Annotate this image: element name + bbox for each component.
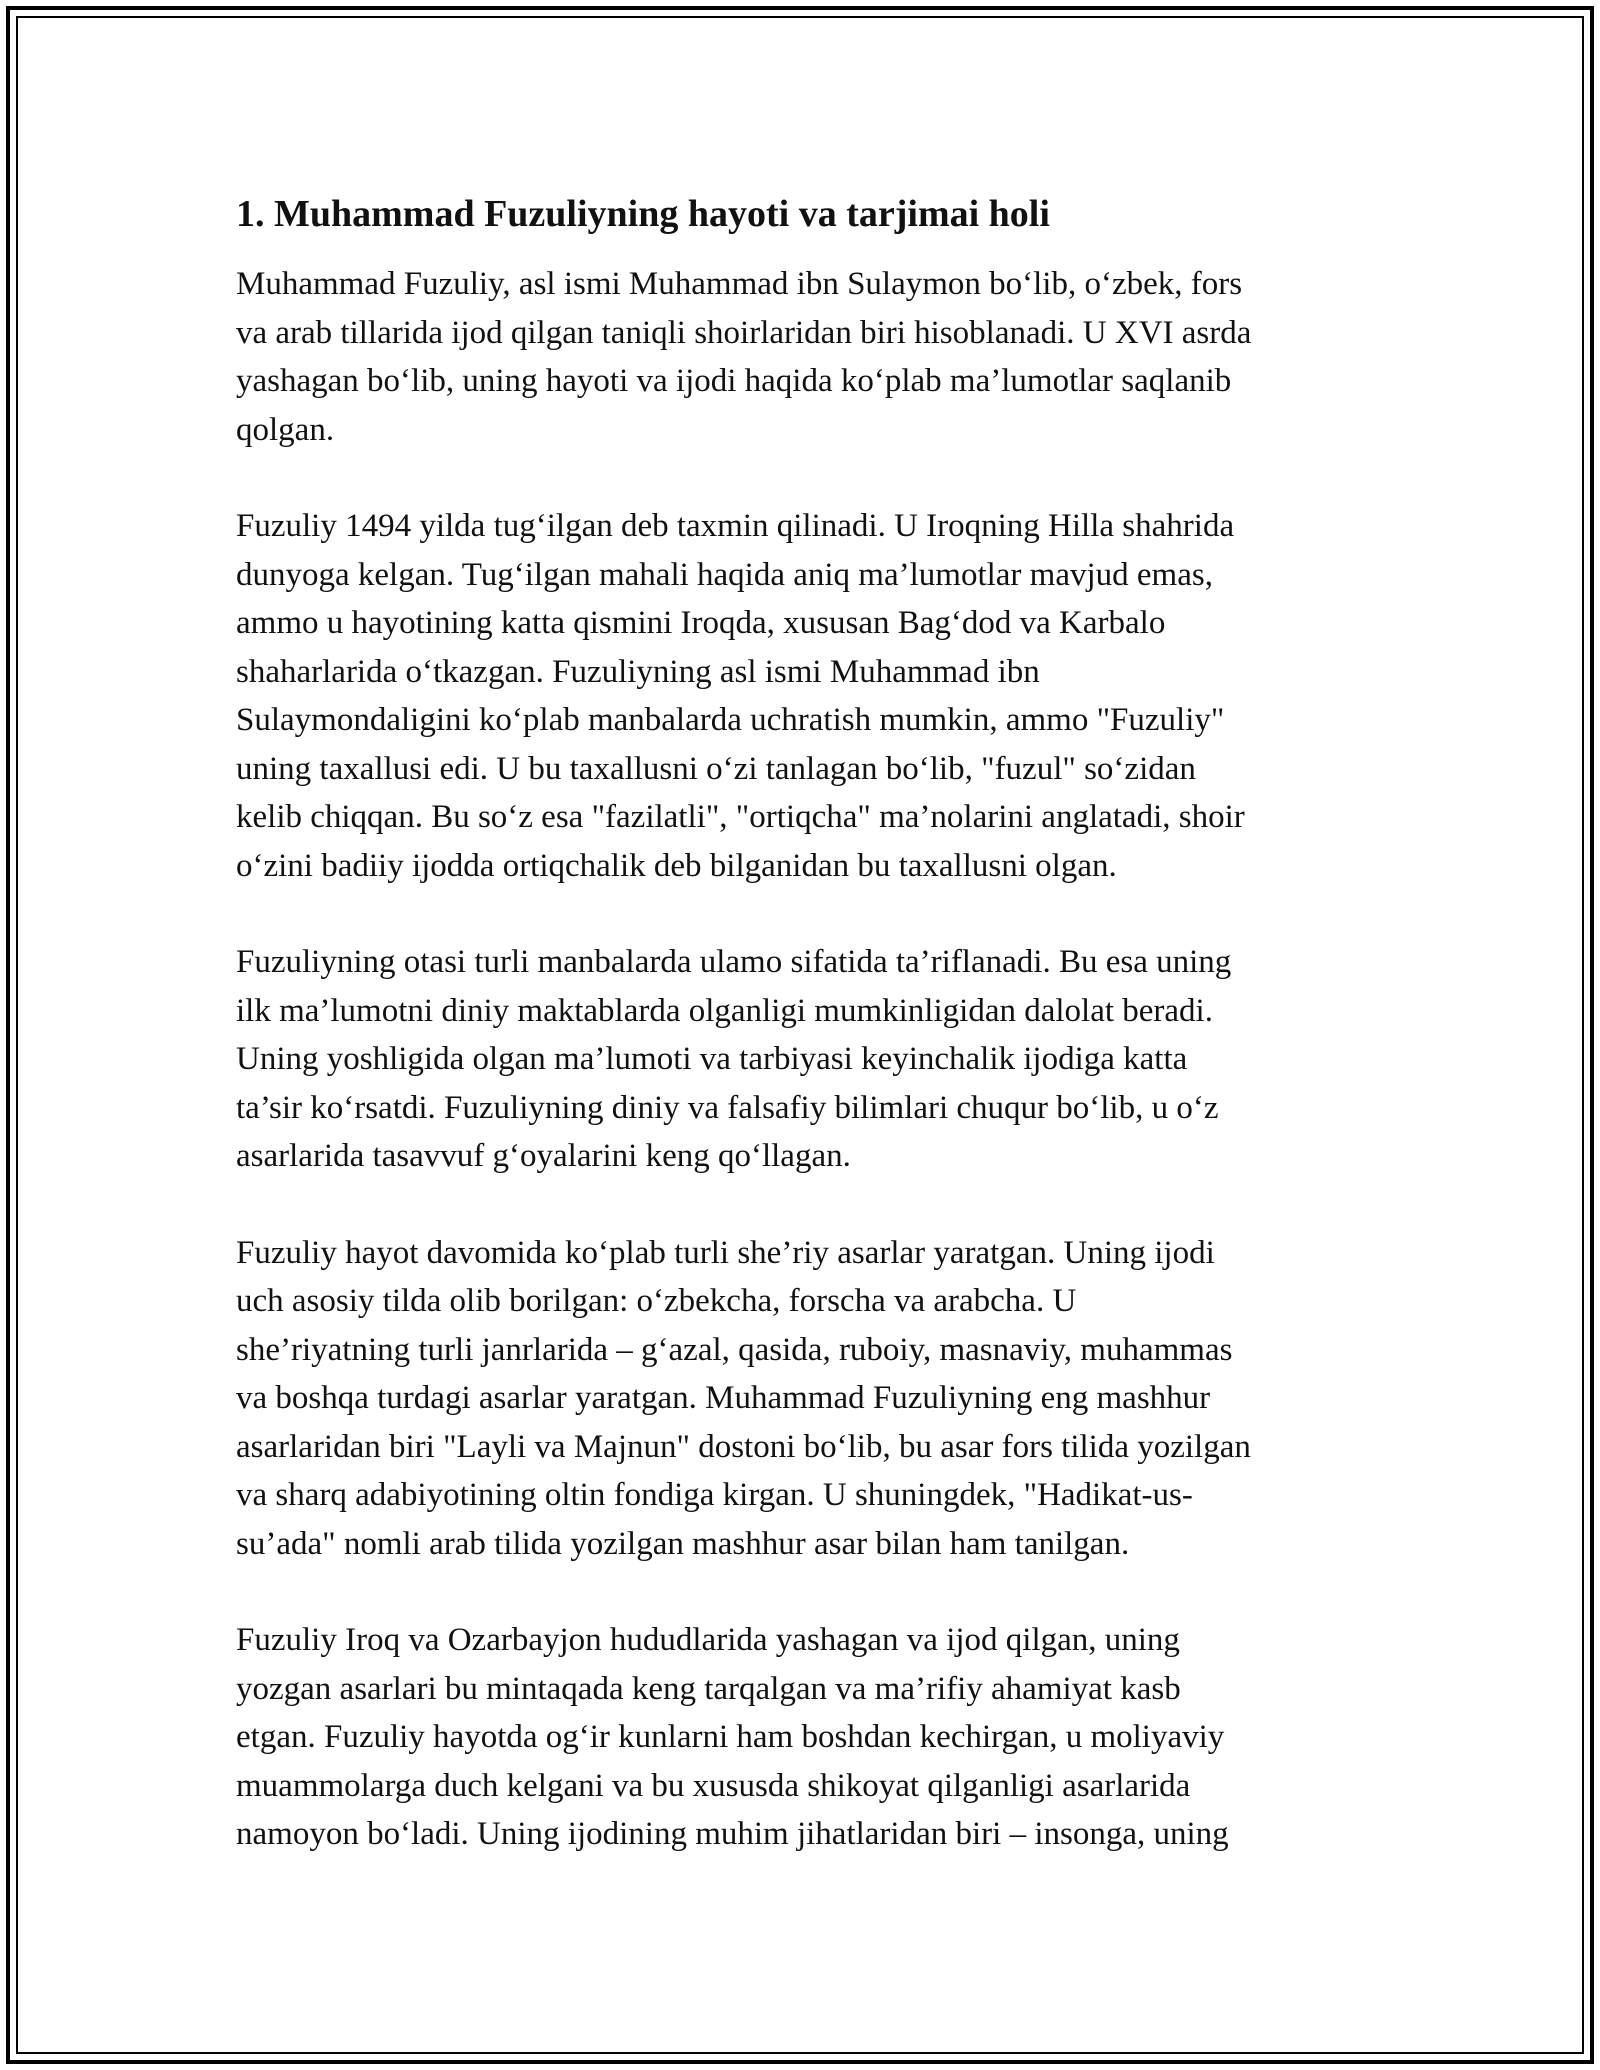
paragraph: [236, 1616, 1376, 1859]
section-heading: 1. Muhammad Fuzuliyning hayoti va tarjimai holi: [236, 193, 1050, 235]
paragraph: [236, 1229, 1376, 1569]
text-line: ta’sir ko‘rsatdi. Fuzuliyning diniy va falsafiy bilimlari chuqur bo‘lib, u o‘z: [236, 1089, 1219, 1126]
text-line: yashagan bo‘lib, uning hayoti va ijodi haqida ko‘plab ma’lumotlar saqlanib: [236, 363, 1232, 399]
text-line: va boshqa turdagi asarlar yaratgan. Muhammad Fuzuliyning eng mashhur: [236, 1380, 1211, 1416]
text-line: qolgan.: [236, 411, 335, 448]
text-line: Uning yoshligida olgan ma’lumoti va tarbiyasi keyinchalik ijodiga katta: [236, 1041, 1188, 1077]
text-line: su’ada" nomli arab tilida yozilgan mashhur asar bilan ham tanilgan.: [236, 1525, 1130, 1562]
text-line: shaharlarida o‘tkazgan. Fuzuliyning asl ismi Muhammad ibn: [236, 653, 1040, 690]
paragraph: [236, 260, 1376, 454]
paragraph: [236, 502, 1376, 890]
text-line: muammolarga duch kelgani va bu xususda shikoyat qilganligi asarlarida: [236, 1767, 1191, 1804]
paragraph: [236, 938, 1376, 1181]
text-line: Muhammad Fuzuliy, asl ismi Muhammad ibn Sulaymon bo‘lib, o‘zbek, fors: [236, 266, 1243, 302]
text-line: o‘zini badiiy ijodda ortiqchalik deb bilganidan bu taxallusni olgan.: [236, 847, 1117, 884]
text-line: asarlarida tasavvuf g‘oyalarini keng qo‘llagan.: [236, 1138, 851, 1174]
text-line: Fuzuliyning otasi turli manbalarda ulamo sifatida ta’riflanadi. Bu esa uning: [236, 944, 1232, 980]
text-line: she’riyatning turli janrlarida – g‘azal, qasida, ruboiy, masnaviy, muhammas: [236, 1331, 1233, 1368]
text-line: Fuzuliy 1494 yilda tug‘ilgan deb taxmin qilinadi. U Iroqning Hilla shahrida: [236, 508, 1235, 544]
text-line: yozgan asarlari bu mintaqada keng tarqalgan va ma’rifiy ahamiyat kasb: [236, 1670, 1181, 1707]
text-line: namoyon bo‘ladi. Uning ijodining muhim jihatlaridan biri – insonga, uning: [236, 1816, 1229, 1852]
text-line: Fuzuliy hayot davomida ko‘plab turli she’riy asarlar yaratgan. Uning ijodi: [236, 1234, 1215, 1271]
text-line: ammo u hayotining katta qismini Iroqda, xususan Bag‘dod va Karbalo: [236, 605, 1166, 641]
text-line: Sulaymondaligini ko‘plab manbalarda uchratish mumkin, ammo "Fuzuliy": [236, 702, 1225, 738]
text-line: ilk ma’lumotni diniy maktablarda olganligi mumkinligidan dalolat beradi.: [236, 992, 1213, 1029]
paragraph-list: [236, 260, 1376, 1859]
text-line: asarlaridan biri "Layli va Majnun" dostoni bo‘lib, bu asar fors tilida yozilgan: [236, 1428, 1251, 1465]
text-line: dunyoga kelgan. Tug‘ilgan mahali haqida aniq ma’lumotlar mavjud emas,: [236, 556, 1213, 593]
text-line: uning taxallusi edi. U bu taxallusni o‘zi tanlagan bo‘lib, "fuzul" so‘zidan: [236, 750, 1196, 787]
text-line: Fuzuliy Iroq va Ozarbayjon hududlarida yashagan va ijod qilgan, uning: [236, 1622, 1180, 1658]
document-body: [236, 188, 1376, 1907]
text-line: etgan. Fuzuliy hayotda og‘ir kunlarni ham boshdan kechirgan, u moliyaviy: [236, 1719, 1225, 1755]
text-line: va arab tillarida ijod qilgan taniqli shoirlaridan biri hisoblanadi. U XVI asrda: [236, 314, 1252, 351]
text-line: kelib chiqqan. Bu so‘z esa "fazilatli", "ortiqcha" ma’nolarini anglatadi, shoir: [236, 799, 1245, 835]
text-line: va sharq adabiyotining oltin fondiga kirgan. U shuningdek, "Hadikat-us-: [236, 1477, 1193, 1513]
text-line: uch asosiy tilda olib borilgan: o‘zbekcha, forscha va arabcha. U: [236, 1283, 1077, 1319]
